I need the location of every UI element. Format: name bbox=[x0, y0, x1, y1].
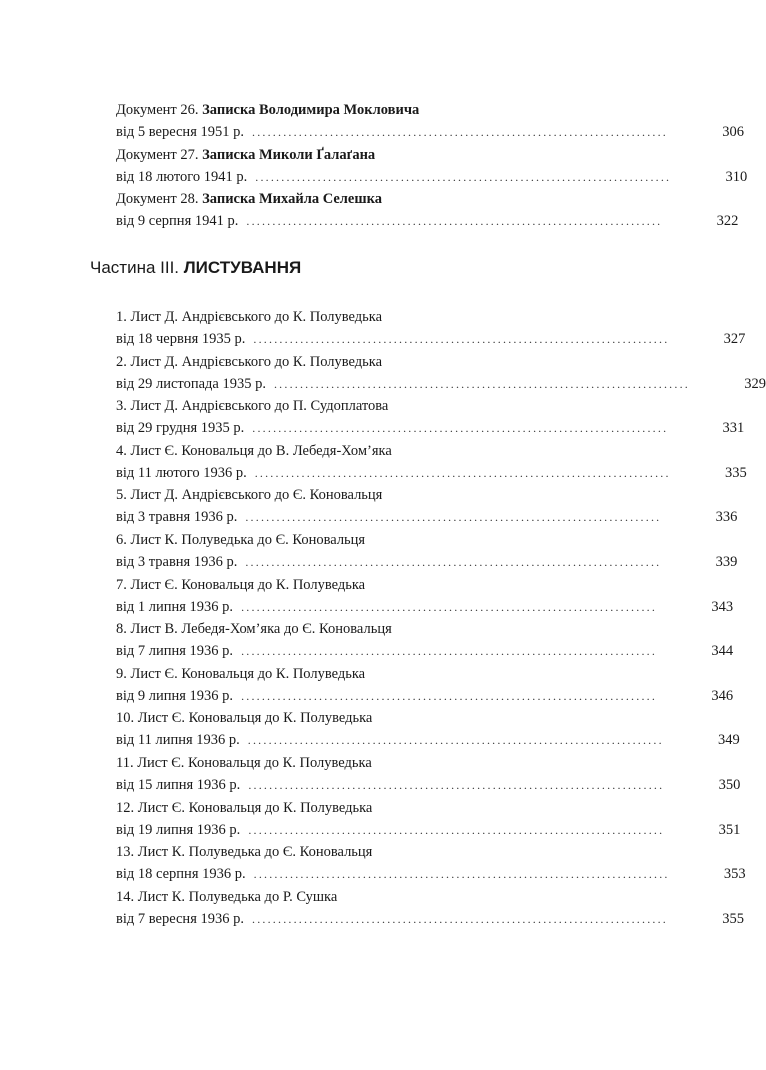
dot-leader: ................................................................................ bbox=[252, 911, 668, 926]
toc-entry[interactable] bbox=[116, 351, 766, 396]
dot-leader: ................................................................................ bbox=[241, 644, 658, 659]
entry-page-number: 343 bbox=[711, 598, 734, 615]
entry-page-number: 336 bbox=[715, 509, 738, 526]
dot-leader: ................................................................................ bbox=[254, 465, 671, 480]
section-prefix: Частина ІІІ. bbox=[90, 258, 184, 277]
entry-title: 7. Лист Є. Коновальця до К. Полуведька bbox=[116, 576, 366, 593]
toc-entry[interactable] bbox=[116, 841, 746, 886]
entry-page-number: 350 bbox=[718, 776, 741, 793]
entry-title: Записка Миколи Ґалаґана bbox=[202, 146, 376, 163]
dot-leader: ................................................................................ bbox=[248, 822, 665, 837]
entry-page-number: 310 bbox=[725, 168, 748, 185]
entry-page-number: 335 bbox=[724, 464, 747, 481]
dot-leader: ................................................................................ bbox=[245, 554, 662, 569]
toc-entry[interactable] bbox=[116, 663, 734, 708]
entry-page-number: 346 bbox=[711, 687, 734, 704]
toc-entry[interactable] bbox=[116, 886, 744, 931]
entry-title: Записка Володимира Мокловича bbox=[202, 102, 420, 118]
entry-date: від 15 липня 1936 р. bbox=[116, 776, 241, 793]
dot-leader: ................................................................................ bbox=[247, 733, 664, 748]
dot-leader: ................................................................................ bbox=[248, 777, 665, 792]
entry-date: від 18 червня 1935 р. bbox=[116, 331, 246, 347]
entry-page-number: 327 bbox=[723, 331, 746, 347]
entry-date: від 18 лютого 1941 р. bbox=[116, 168, 248, 185]
entry-title: 6. Лист К. Полуведька до Є. Коновальця bbox=[116, 531, 366, 548]
dot-leader: ................................................................................ bbox=[252, 125, 668, 139]
entry-title: 5. Лист Д. Андрієвського до Є. Коновальця bbox=[116, 487, 383, 504]
entry-date: від 3 травня 1936 р. bbox=[116, 553, 238, 570]
entry-date: від 11 лютого 1936 р. bbox=[116, 464, 247, 481]
entry-date: від 9 липня 1936 р. bbox=[116, 687, 234, 704]
dot-leader: ................................................................................ bbox=[241, 599, 658, 614]
entry-prefix: Документ 27. bbox=[116, 146, 203, 163]
entry-title: 12. Лист Є. Коновальця до К. Полуведька bbox=[116, 799, 373, 816]
entry-title: 3. Лист Д. Андрієвського до П. Судоплатова bbox=[116, 398, 389, 415]
toc-entry[interactable] bbox=[116, 707, 740, 752]
entry-title: 14. Лист К. Полуведька до Р. Сушка bbox=[116, 888, 338, 905]
toc-entry[interactable] bbox=[116, 395, 745, 440]
entry-date: від 11 липня 1936 р. bbox=[116, 732, 240, 749]
toc-entry[interactable] bbox=[116, 797, 741, 842]
toc-entry[interactable] bbox=[116, 618, 734, 663]
entry-page-number: 344 bbox=[711, 643, 734, 660]
entry-date: від 3 травня 1936 р. bbox=[116, 509, 238, 526]
entry-title: 4. Лист Є. Коновальця до В. Лебедя-Хом’яка bbox=[116, 442, 392, 459]
entry-date: від 1 липня 1936 р. bbox=[116, 598, 234, 615]
entry-title: 2. Лист Д. Андрієвського до К. Полуведька bbox=[116, 353, 383, 370]
entry-date: від 29 листопада 1935 р. bbox=[116, 375, 266, 392]
toc-entry[interactable] bbox=[116, 484, 738, 529]
section-heading bbox=[90, 258, 301, 278]
toc-entry[interactable] bbox=[116, 144, 748, 189]
entry-title: 1. Лист Д. Андрієвського до К. Полуведька bbox=[116, 309, 383, 325]
entry-title: 11. Лист Є. Коновальця до К. Полуведька bbox=[116, 754, 372, 771]
entry-prefix: Документ 26. bbox=[116, 102, 203, 118]
entry-date: від 18 серпня 1936 р. bbox=[116, 866, 246, 883]
entry-page-number: 306 bbox=[722, 124, 744, 140]
toc-entry[interactable] bbox=[116, 574, 734, 619]
entry-date: від 5 вересня 1951 р. bbox=[116, 124, 244, 140]
entry-page-number: 351 bbox=[718, 821, 741, 838]
entry-date: від 19 липня 1936 р. bbox=[116, 821, 241, 838]
entry-title: 13. Лист К. Полуведька до Є. Коновальця bbox=[116, 844, 373, 861]
toc-entry[interactable] bbox=[116, 529, 738, 574]
entry-page-number: 355 bbox=[722, 910, 744, 927]
entry-page-number: 353 bbox=[723, 866, 746, 883]
entry-date: від 7 липня 1936 р. bbox=[116, 643, 234, 660]
entry-title: Записка Михайла Селешка bbox=[202, 191, 382, 208]
toc-entry[interactable] bbox=[116, 752, 741, 797]
entry-page-number: 331 bbox=[722, 420, 745, 437]
documents-list bbox=[116, 99, 748, 233]
toc-entry[interactable] bbox=[116, 440, 747, 485]
dot-leader: ................................................................................ bbox=[253, 332, 670, 346]
entry-date: від 9 серпня 1941 р. bbox=[116, 213, 239, 230]
toc-entry[interactable] bbox=[116, 306, 746, 351]
entry-title: 10. Лист Є. Коновальця до К. Полуведька bbox=[116, 710, 373, 727]
entry-page-number: 322 bbox=[716, 213, 739, 230]
dot-leader: ................................................................................ bbox=[273, 376, 690, 391]
entry-page-number: 329 bbox=[744, 375, 766, 392]
entry-title: 8. Лист В. Лебедя-Хом’яка до Є. Коновальця bbox=[116, 621, 392, 638]
dot-leader: ................................................................................ bbox=[246, 214, 663, 229]
entry-date: від 7 вересня 1936 р. bbox=[116, 910, 244, 927]
dot-leader: ................................................................................ bbox=[241, 688, 658, 703]
entry-prefix: Документ 28. bbox=[116, 191, 203, 208]
letters-list bbox=[116, 306, 766, 930]
dot-leader: ................................................................................ bbox=[253, 867, 670, 882]
dot-leader: ................................................................................ bbox=[255, 169, 672, 184]
toc-entry[interactable] bbox=[116, 188, 739, 233]
entry-title: 9. Лист Є. Коновальця до К. Полуведька bbox=[116, 665, 366, 682]
entry-page-number: 349 bbox=[718, 732, 740, 749]
toc-entry[interactable] bbox=[116, 99, 744, 144]
dot-leader: ................................................................................ bbox=[252, 421, 669, 436]
dot-leader: ................................................................................ bbox=[245, 510, 662, 525]
section-title: ЛИСТУВАННЯ bbox=[183, 258, 302, 277]
entry-date: від 29 грудня 1935 р. bbox=[116, 420, 245, 437]
entry-page-number: 339 bbox=[715, 553, 738, 570]
